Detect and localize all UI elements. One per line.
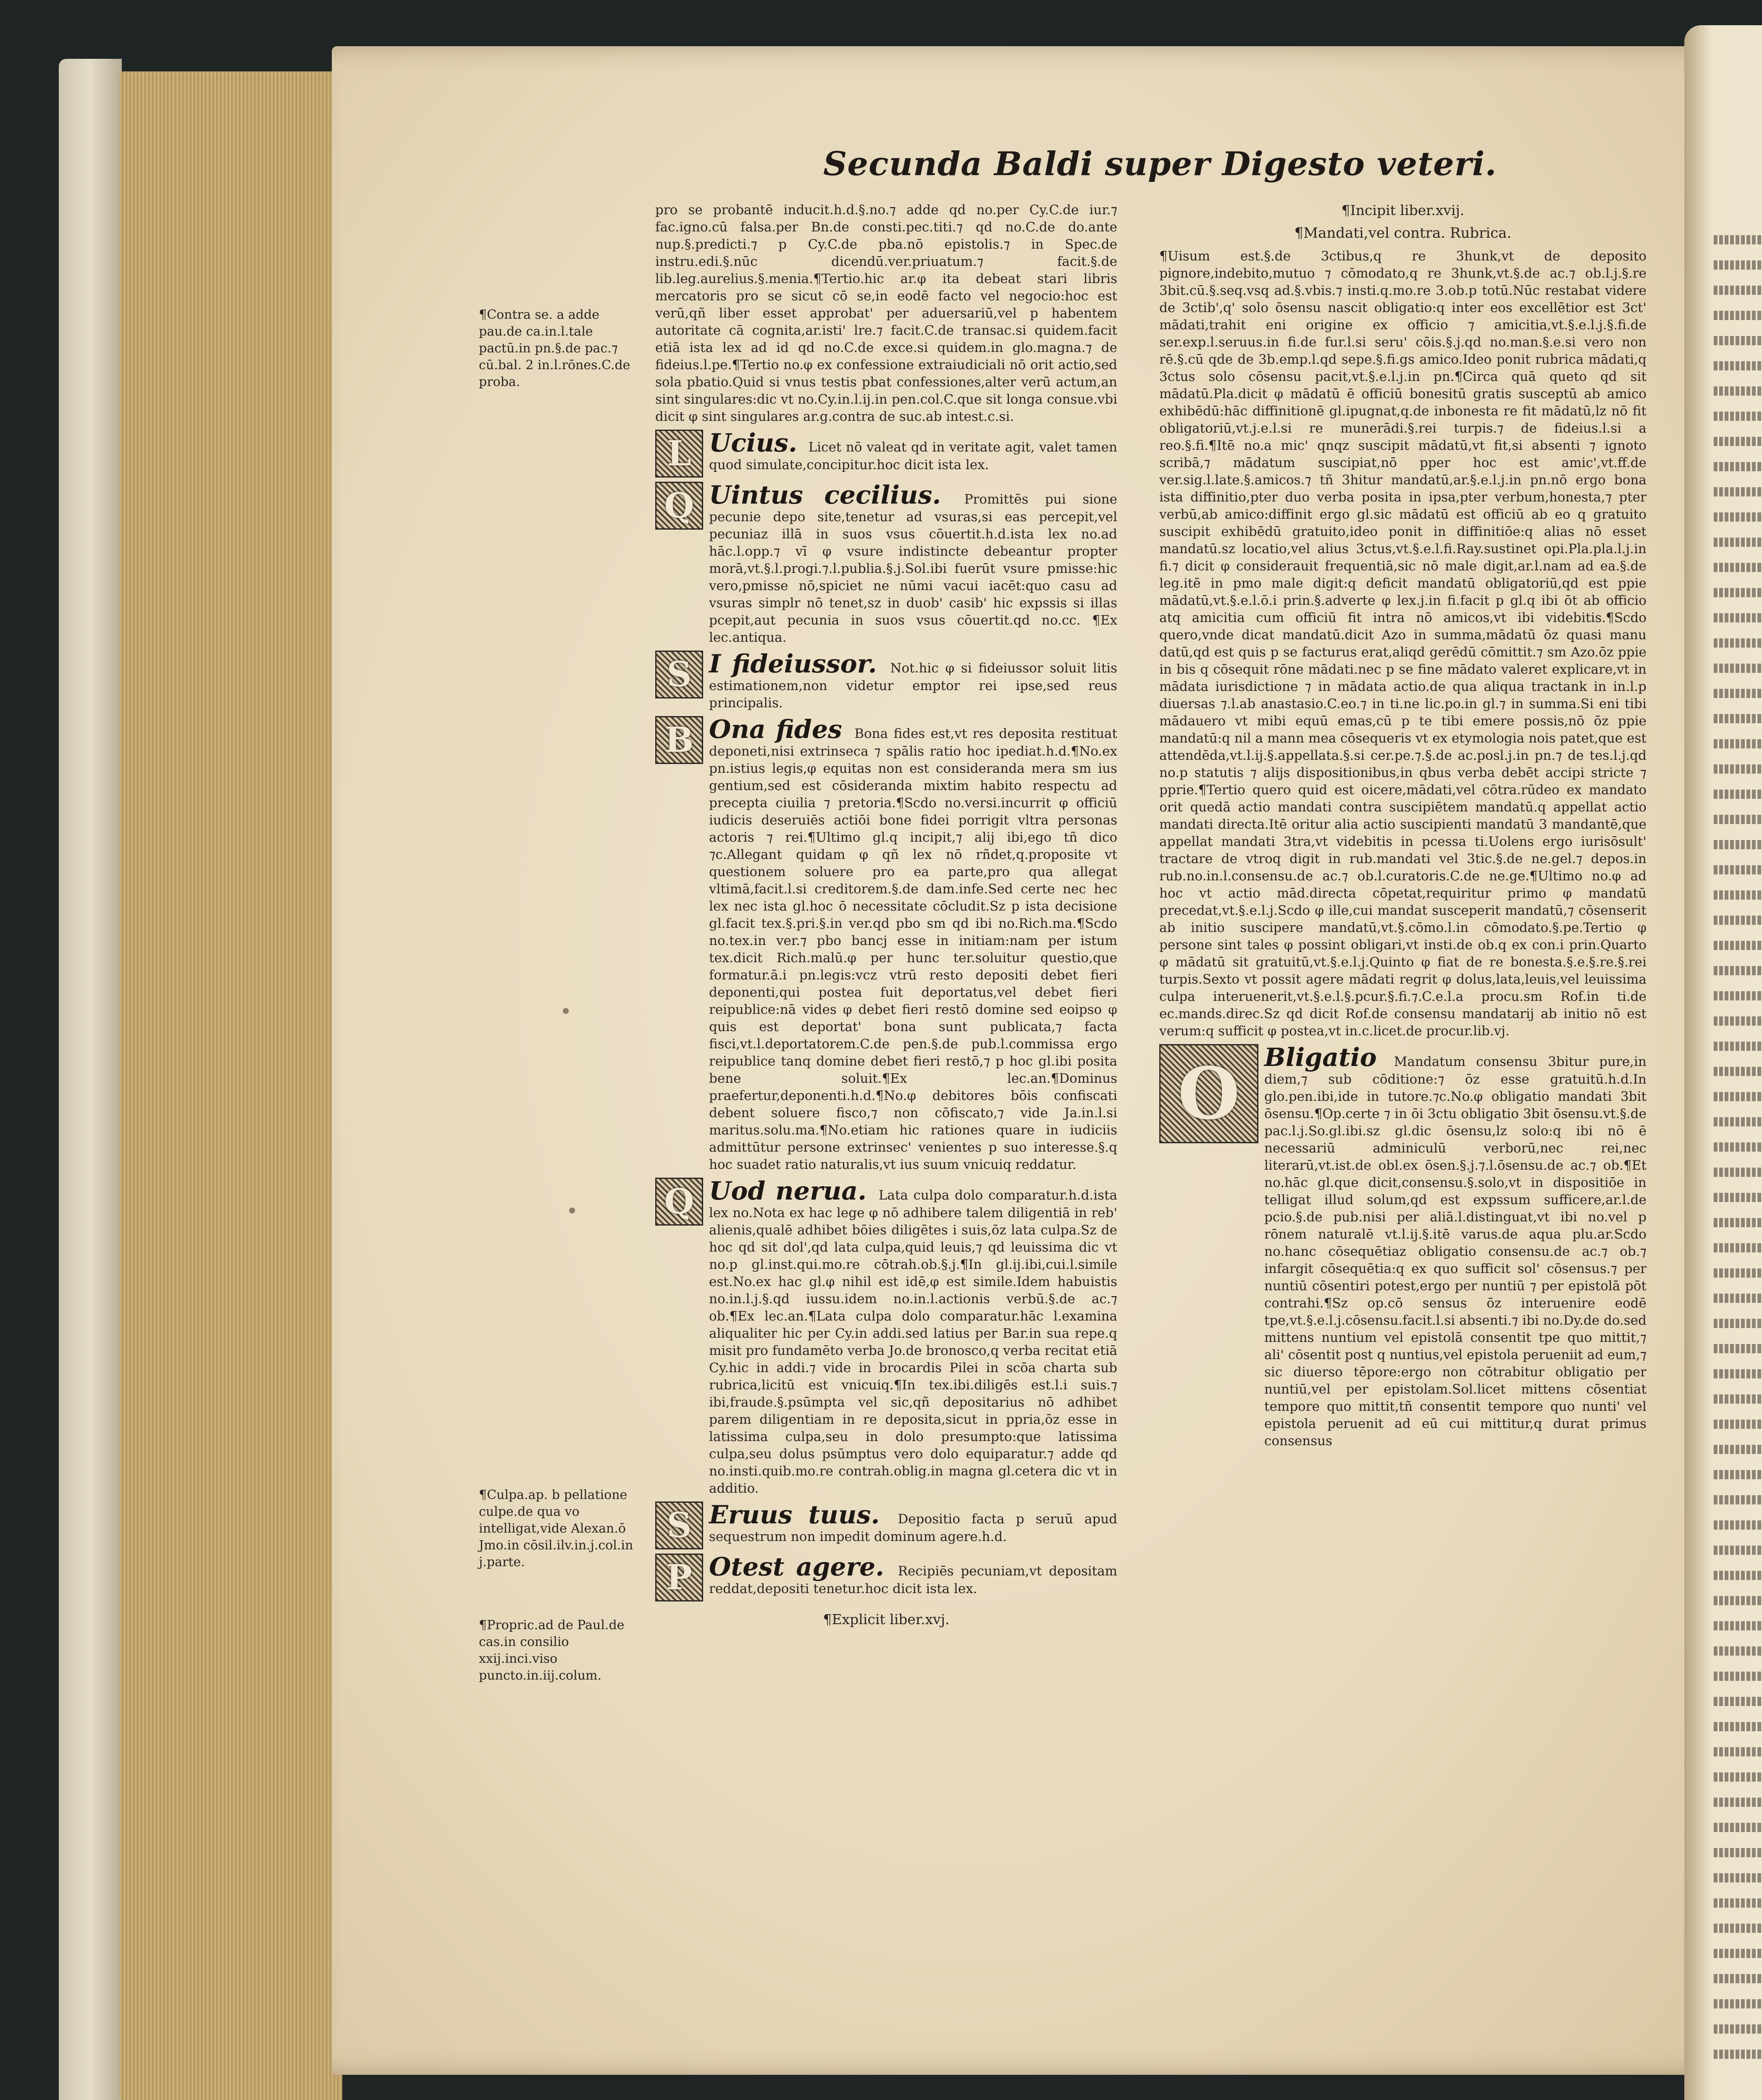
lemma-obligatio	[1159, 1044, 1646, 1450]
lemma-word: I fideiussor.	[709, 649, 877, 679]
lemma-text: Not.hic φ si fideiussor soluit litis estimationem,non videtur emptor rei ipse,sed reus principalis.	[709, 661, 1117, 711]
decorated-initial: P	[655, 1554, 703, 1601]
lemma-word: Bligatio	[1264, 1043, 1377, 1072]
decorated-initial: O	[1159, 1044, 1258, 1143]
margin-note-c	[479, 1617, 643, 1684]
lemma-seruus-tuus	[655, 1502, 1117, 1549]
commentary-column-middle	[655, 202, 1117, 2024]
margin-note-b	[479, 1487, 643, 1571]
book-cover-board	[59, 59, 122, 2100]
commentary-paragraph: ¶Uisum est.§.de 3ctibus,q re 3hunk,vt de deposito pignore,indebito,mutuo ⁊ cōmodato,q re 3hunk,vt.§.de ac.⁊ ob.l.j.§.re 3bit.cū.§.seq.vsq ad.§.vbis.⁊ insti.q.mo.re 3.ob.p totū.Nūc restabat videre de 3ctib',q' solo ōsensu nascit obligatio:q inter eos excellētior est 3ct' mādati,trahit eni origine ex officio ⁊ amicitia,vt.§.e.l.j.§.fi.de ser.exp.l.seruus.in fi.de fur.l.si seru' cōis.§.j.qd no.man.§.e.si vero non rē.§.cū qde de 3b.emp.l.qd sepe.§.fi.gs amico.Ideo ponit rubrica mādati,q 3ctus solo cōsensu pacit,vt.§.e.l.j.in pn.¶Circa quā queto qd sit mādatū.Pla.dicit φ mādatū ē officiū bonesitū gratis susceptū ab amico exhibēdū:hāc diffinitionē gl.ipugnat,q.de inbonesta re fit mādatū,lz nō fit obligatoriū,vt.j.e.l.si re munerādi.§.rei turpis.⁊ de fideius.l.si a reo.§.fi.¶Itē no.a mic' qnqz suscipit mādatū,vt fit,si absenti ⁊ ignoto scribā,⁊ mādatum suscipiat,nō pper hoc est amic',vt.ff.de ver.sig.l.late.§.amicos.⁊ tñ 3hitur mandatū,ar.§.e.l.j.in pn.nō ergo bona ista diffinitio,pter duo verba posita in ipsa,pter verbum,honesta,⁊ pter verbū,ab amico:diffinit ergo gl.sic mādatū est officiū ab eo q gratuito suscipit exhibēdū gratuito,ideo ponit in diffinitiōe:q alias nō esset mandatū.sz locatio,vel alius 3ctus,vt.§.e.l.fi.Ray.sustinet opi.Pla.pla.l.j.in fi.⁊ dicit φ considerauit frequentiā,sic nō male digit,ar.l.nam ad ea.§.de leg.itē in pmo male digit:q deficit mandatū obligatoriū,qd est ppie mādatū,vt.§.e.l.ō.i prin.§.adverte φ lex.j.in fi.facit p gl.q ibi ōt ab officio atq amicitia cum officiū fit intra nō amicos,vt ibi videbitis.¶Scdo quero,vnde dicat mandatū.dicit Azo in summa,mādatū ōz quasi manu datū,qd est quis p se facturus erat,aliqd gerēdū cōmittit.⁊ sm Azo.ōz ppie in bis q cōsequit rōne mādati.nec p se fine mādato valeret explicare,vt in mādata iurisdictione ⁊ in mādata actio.de qua aliqua tractank in in.l.p diuersas ⁊.l.ab anastasio.C.eo.⁊ in ti.ne lic.po.in gl.⁊ in summa.Si eni tibi mādauero vt mibi equū emas,cū p te tibi emere possis,nō ōz ppie mandatū:q nil a mann mea cōsequeris vt ex etymologia nois patet,que est attendēda,vt.l.ij.§.appellata.§.si cer.pe.⁊.§.de ac.posl.j.in pn.⁊ de tes.l.j.qd no.p statutis ⁊ alijs dispositionibus,in qbus verba debēt accipi stricte ⁊ pprie.¶Tertio quero quid est oicere,mādati,vel cōtra.rūdeo ex mandato orit quedā actio mandati contra suscipiētem mandatū.q appellat actio mandati directa.Itē oritur alia actio suscipienti mandatū 3 mandantē,que appellat mandati 3tra,vt videbitis in pcessa ti.Uolens ergo iurisōsult' tractare de vtroq digit in rub.mandati vel 3tic.§.de ne.gel.⁊ depos.in rub.no.in.l.consensu.de ac.⁊ ob.l.curatoris.C.de ne.ge.¶Ultimo no.φ ad hoc vt actio mād.directa cōpetat,requiritur primo φ mandatū precedat,vt.§.e.l.j.Scdo φ ille,cui mandat susceperit mandatū,⁊ cōsenserit ab initio suscipere mandatū,vt.§.cōmo.l.in cōmodato.§.pe.Tertio φ persone sint tales φ possint obligari,vt insti.de ob.q ex con.i prin.Quarto φ mādatū sit gratuitū,vt.§.e.l.j.Quinto φ fiat de re bonesta.§.e.§.re.§.rei turpis.Sexto vt possit agere mādati regrit φ dolus,lata,leuis,vel leuissima culpa interuenerit,vt.§.e.l.§.pcur.§.fi.⁊.C.e.l.a procu.sm Rof.in ti.de ec.mands.direc.Sz qd dicit Rof.de consensu mandatarij ab initio nō est verum:q sufficit φ postea,vt in.c.licet.de procur.lib.vj.	[1159, 249, 1646, 1039]
lemma-potest-agere	[655, 1554, 1117, 1601]
margin-note-a	[479, 307, 643, 391]
decorated-initial: S	[655, 651, 703, 698]
lemma-word: Otest agere.	[709, 1552, 885, 1582]
explicit-line: ¶Explicit liber.xvj.	[823, 1611, 950, 1628]
page-edges	[120, 71, 342, 2100]
lemma-text: Promittēs pui sione pecunie depo site,tenetur ad vsuras,si eas percepit,vel pecuniaz illā in suos vsus cōuertit.h.d.ista lex no.ad hāc.l.opp.⁊ vī φ vsure indistincte debeantur propter morā,vt.§.l.progi.⁊.l.publia.§.j.Sol.ibi fuerūt vsure pmisse:hic vero,pmisse nō,spiciet ne nūmi vacui iacēt:quo casu ad vsuras simplr nō tenet,sz in duob' casib' hic expssis si illas pcepit,aut pecunia in suos vsus cōuertit.qd no.cc. ¶Ex lec.antiqua.	[709, 492, 1117, 645]
lemma-word: Uod nerua.	[709, 1176, 867, 1206]
lemma-word: Ucius.	[709, 428, 797, 458]
running-head: Secunda Baldi super Digesto veteri.	[823, 145, 1497, 183]
margin-note-a-text: ¶Contra se. a adde pau.de ca.in.l.tale pactū.in pn.§.de pac.⁊ cū.bal. 2 in.l.rōnes.C.de proba.	[479, 307, 630, 389]
commentary-column-right	[1159, 202, 1646, 2024]
lemma-quintus-cecilius	[655, 482, 1117, 646]
decorated-initial: L	[655, 430, 703, 478]
foxing-spot	[569, 1208, 575, 1213]
incipit-line: ¶Incipit liber.xvij.	[1341, 202, 1465, 218]
lemma-word: Eruus tuus.	[709, 1500, 880, 1530]
lemma-text: Depositio facta p seruū apud sequestrum non impedit dominum agere.h.d.	[709, 1512, 1117, 1544]
rubric-line: ¶Mandati,vel contra. Rubrica.	[1294, 225, 1512, 242]
lemma-text: Recipiēs pecuniam,vt depositam reddat,depositi tenetur.hoc dicit ista lex.	[709, 1564, 1117, 1596]
margin-note-c-text: ¶Propric.ad de Paul.de cas.in consilio xxij.inci.viso puncto.in.iij.colum.	[479, 1618, 625, 1683]
foxing-spot	[563, 1008, 569, 1014]
lemma-text: Bona fides est,vt res deposita restituat deponeti,nisi extrinseca ⁊ spālis ratio hoc ipediat.h.d.¶No.ex pn.istius legis,φ equitas non est consideranda mera sm ius gentium,sed est cōsideranda mixtim habito respectu ad precepta ciuilia ⁊ pretoria.¶Scdo no.versi.incurrit φ officiū iudicis deseruiēs actiōi bone fidei porrigit vltra personas actoris ⁊ rei.¶Ultimo gl.q incipit,⁊ alij ibi,ego tñ dico ⁊c.Allegant quidam φ qñ lex nō rñdet,q.proposite vt questionem soluere pro ea parte,pro qua allegat vltimā,facit.l.si creditorem.§.de dam.infe.Sed certe nec hec lex nec ista gl.hoc ō necessitate cōcludit.Sz p ista decisione gl.facit tex.§.pri.§.in ver.qd pbo sm qd ibi no.Rich.ma.¶Scdo no.tex.in ver.⁊ pbo bancj esse in initiam:nam per istum tex.dicit Rich.malū.φ per hunc ter.soluitur questio,que formatur.ā.i pn.legis:vcz vtrū resto depositi debet fieri deponenti,qui postea fuit deportatus,vel debet fieri reipublice:nā vides φ debet fieri restō domine sed eoipso φ quis est deportat' bona sunt publicata,⁊ facta fisci,vt.l.deportatorem.C.de pen.§.de pub.l.commissa ergo reipublice tanq domine debet fieri restō,⁊ p hoc gl.ibi posita bene soluit.¶Ex lec.an.¶Dominus praefertur,deponenti.h.d.¶No.φ debitores bōis confiscati debent soluere fisco,⁊ non cōfiscato,⁊ vide Ja.in.l.si maritus.solu.ma.¶No.etiam hic rationes quare in iudiciis admittūtur persone extrinsec' venientes p suo interesse.§.q hoc suadet ratio naturalis,vt ius suum vnicuiq reddatur.	[709, 726, 1117, 1172]
decorated-initial: Q	[655, 1178, 703, 1226]
lemma-si-fideiussor	[655, 651, 1117, 712]
opening-paragraph: pro se probantē inducit.h.d.§.no.⁊ adde qd no.per Cy.C.de iur.⁊ fac.igno.cū falsa.per Bn.de consti.pec.titi.⁊ qd no.C.de do.ante nup.§.predicti.⁊ p Cy.C.de pba.nō epistolis.⁊ in Spec.de instru.edi.§.nūc dicendū.ver.priuatum.⁊ facit.§.de lib.leg.aurelius.§.menia.¶Tertio.hic ar.φ ita debeat stari libris mercatoris pro se sicut cō se,in eodē facto vel negocio:hoc est verū,qñ liber esset approbat' per aduersariū,vel p habentem autoritate cā cognita,ar.isti' lre.⁊ facit.C.de transac.si quidem.facit etiā ista lex ad id qd no.C.de exce.si quidem.in glo.magna.⁊ de fideius.l.pe.¶Tertio no.φ ex confessione extraiudiciali nō orit actio,sed sola pbatio.Quid si vnus testis pbat confessiones,alter verū actum,an sint singulares:dic vt no.Cy.in.l.ij.in pen.col.C.que sit longa consue.vbi dicit φ sint singulares ar.g.contra de suc.ab intest.c.si.	[655, 202, 1117, 424]
lemma-text: Lata culpa dolo comparatur.h.d.ista lex no.Nota ex hac lege φ nō adhibere talem diligentiā in reb' alienis,qualē adhibet bōies diligētes i suis,ōz lata culpa.Sz de hoc qd sit dol',qd lata culpa,quid leuis,⁊ qd leuissima dic vt no.p gl.inst.qui.mo.re cōtrah.ob.§.j.¶In gl.ij.ibi,cui.l.simile est.No.ex hac gl.φ nihil est idē,φ est simile.Idem habuistis no.in.l.j.§.qd iussu.idem no.in.l.actionis verbū.§.de ac.⁊ ob.¶Ex lec.an.¶Lata culpa dolo comparatur.hāc l.examina aliqualiter hic per Cy.in addi.sed latius per Bar.in sua repe.q misit pro fundamēto verba Jo.de bronosco,q verba recitat etiā Cy.hic in addi.⁊ vide in brocardis Pilei in scōa charta sub rubrica,licitū est vnicuiq.¶In tex.ibi.diligēs est.l.i suis.⁊ ibi,fraude.§.psūmpta vel sic,qñ depositarius nō adhibet parem diligentiam in re deposita,sicut in ppria,ōz esse in latissima culpa,seu in dolo presumpto:que latissima culpa,seu dolus psūmptus vero dolo equiparatur.⁊ adde qd no.insti.quib.mo.re contrah.oblig.in magna gl.cetera dic vt in additio.	[709, 1188, 1117, 1496]
recto-page-edge	[1684, 25, 1762, 2100]
lemma-bona-fides	[655, 716, 1117, 1173]
decorated-initial: S	[655, 1502, 703, 1549]
lemma-text: Licet nō valeat qd in veritate agit, valet tamen quod simulate,concipitur.hoc dicit ista lex.	[709, 440, 1117, 472]
lemma-word: Ona fides	[709, 715, 842, 744]
lemma-lucius	[655, 430, 1117, 478]
lemma-text: Mandatum consensu 3bitur pure,in diem,⁊ sub cōditione:⁊ ōz esse gratuitū.h.d.In glo.pen.ibi,ide in tutore.⁊c.No.φ obligatio mandati 3bit ōsensu.¶Op.certe ⁊ in ōi 3ctu obligatio 3bit ōsensu.vt.§.de pac.l.j.So.gl.ibi.sz gl.dic ōsensu,lz solo:q ibi nō ē necessariū adminiculū verborū,nec rei,nec literarū,vt.ist.de obl.ex ōsen.§.j.⁊.l.ōsensu.de ac.⁊ ob.¶Et no.hāc gl.que dicit,consensu.§.solo,vt in dispositiōe in telligat illud solum,qd est expssum sufficere,ar.l.de pcio.§.de pub.nisi per aliā.l.distinguat,vt ibi no.vel p rōnem naturalē vt.l.ij.§.itē varus.de aqua plu.ar.Scdo no.hanc cōsequētiaz obligatio consensu.de ac.⁊ ob.⁊ infargit cōsequētia:q ex quo sufficit sol' cōsensus.⁊ per nuntiū cōsentiri potest,ergo per nuntiū ⁊ per epistolā pōt contrahi.¶Sz op.cō sensus ōz interuenire eodē tpe,vt.§.e.l.j.cōsensu.facit.l.si absenti.⁊ ibi no.Dy.de do.sed mittens nuntium vel epistolā consentit tpe quo mittit,⁊ ali' cōsentit post q nuntius,vel epistola perueniit ad eum,⁊ sic diuerso tēpore:ergo non cōtrabitur obligatio per nuntiū,vel per epistolam.Sol.licet mittens cōsentiat tempore quo mittit,tñ consentit tempore quo nunti' vel epistola peruenit ad eū cui mittitur,q durat primus consensus	[1264, 1054, 1646, 1449]
margin-note-b-text: ¶Culpa.ap. b pellatione culpe.de qua vo intelligat,vide Alexan.ō Jmo.in cōsil.ilv.in.j.col.in j.parte.	[479, 1488, 633, 1570]
decorated-initial: B	[655, 716, 703, 764]
decorated-initial: Q	[655, 482, 703, 530]
lemma-word: Uintus cecilius.	[709, 480, 941, 510]
lemma-quod-nerua	[655, 1178, 1117, 1497]
